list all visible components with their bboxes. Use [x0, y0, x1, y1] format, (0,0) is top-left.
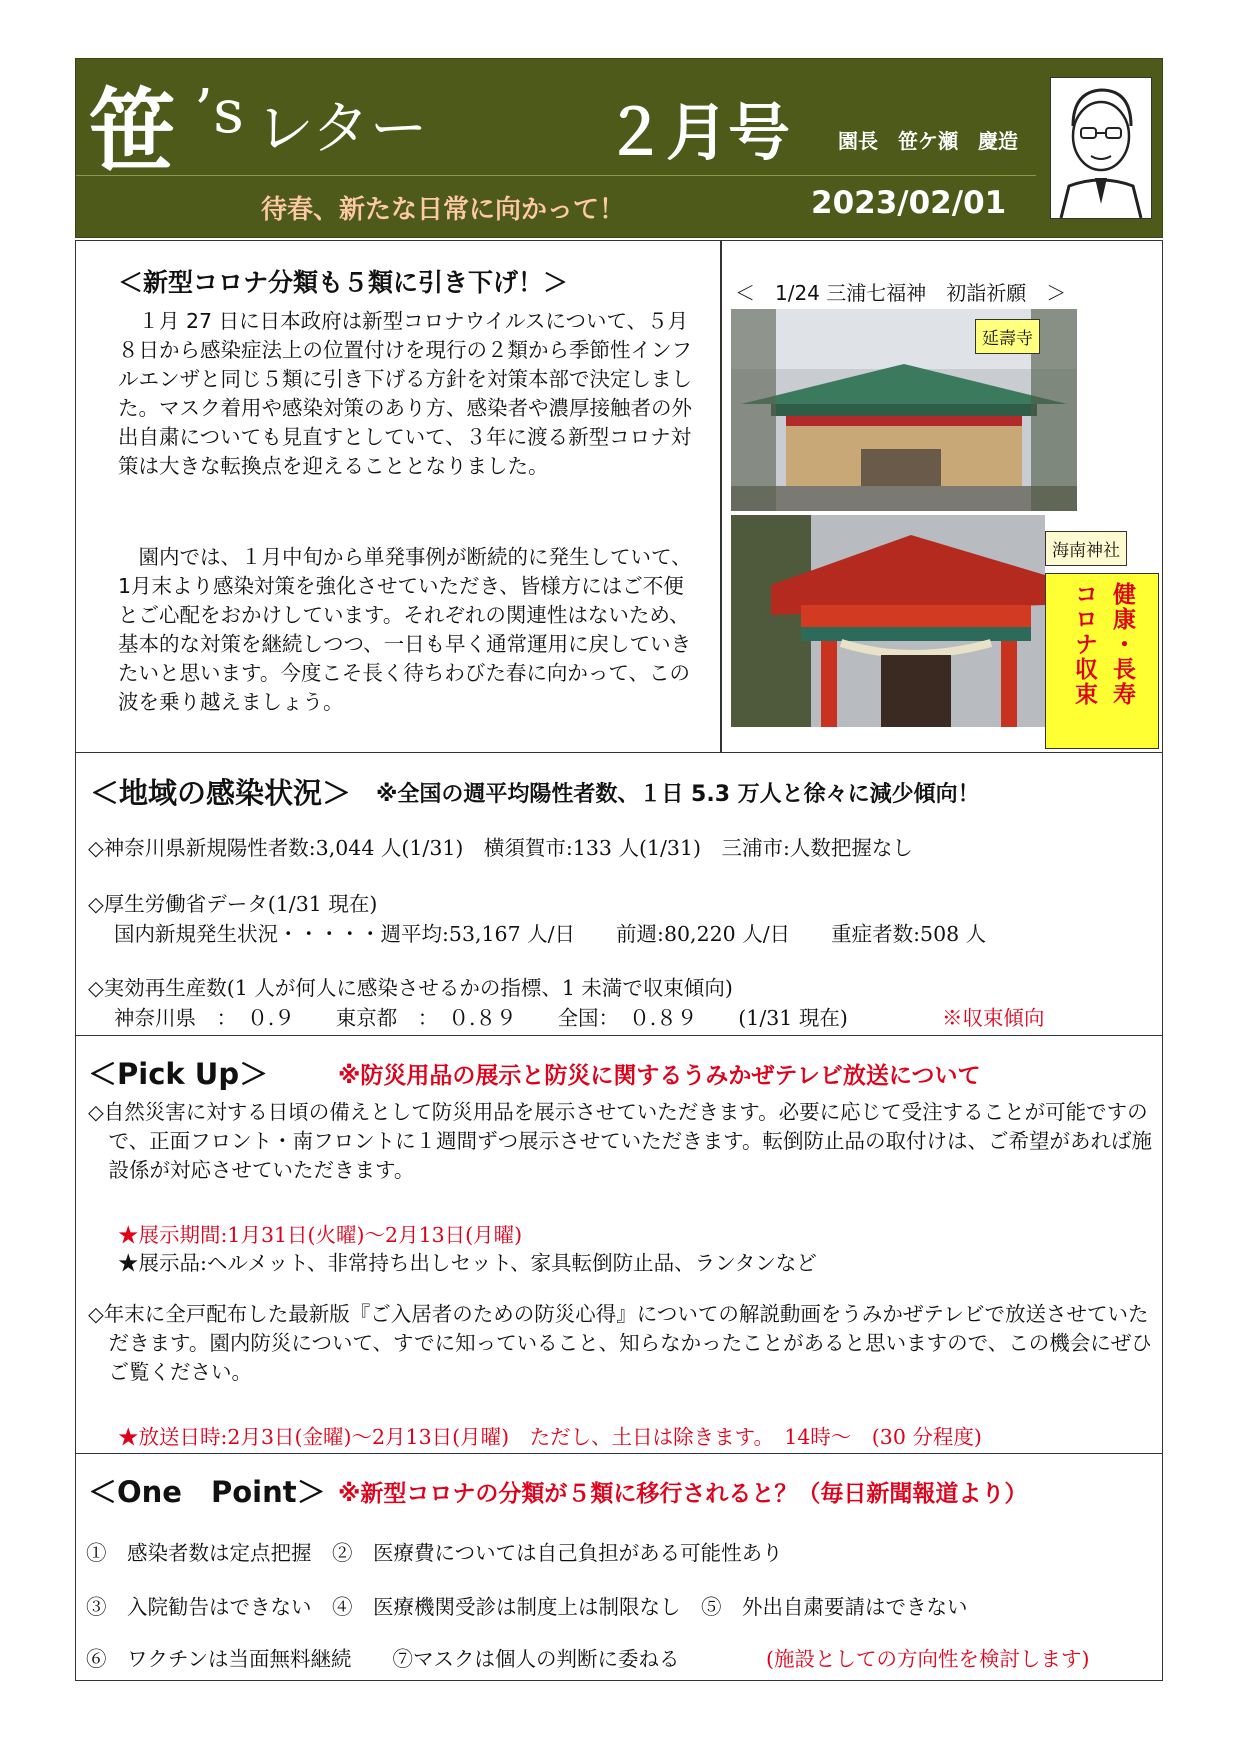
- pickup-paragraph-1: ◇自然災害に対する日頃の備えとして防災用品を展示させていただきます。必要に応じて受注することが可能ですので、正面フロント・南フロントに１週間ずつ展示させていただきます。転倒防止品の取付けは、ご希望があれば施設係が対応させていただきます。: [88, 1100, 1152, 1182]
- pickup-heading-note: ※防災用品の展示と防災に関するうみかぜテレビ放送について: [338, 1063, 981, 1089]
- news-heading: ＜新型コロナ分類も５類に引き下げ！＞: [118, 268, 569, 297]
- issue-label: ２月号: [604, 96, 791, 169]
- header-divider: [76, 175, 1036, 176]
- wish-corona: コロナ収束: [1071, 582, 1097, 707]
- reproduction-number-label: ◇実効再生産数(1 人が何人に感染させるかの指標、1 未満で収束傾向): [88, 976, 733, 1000]
- title-s: ’s: [194, 77, 244, 147]
- title-main: 笹: [88, 78, 177, 182]
- infection-heading: ＜地域の感染状況＞: [90, 776, 352, 810]
- exhibition-period: ★展示期間:1月31日(火曜)～2月13日(月曜): [118, 1223, 523, 1247]
- subtitle: 待春、新たな日常に向かって！: [261, 195, 626, 225]
- news-paragraph-1: １月 27 日に日本政府は新型コロナウイルスについて、５月８日から感染症法上の位置付けを現行の２類から季節性インフルエンザと同じ５類に引き下げる方針を対策本部で決定しました。マスク着用や感染対策のあり方、感染者や濃厚接触者の外出自粛についても見直すとしていて、３年に渡る新型コロナ対策は大きな転換点を迎えることとなりました。: [118, 309, 692, 478]
- photo-caption: ＜ 1/24 三浦七福神 初詣祈願 ＞: [735, 281, 1067, 305]
- pickup-heading: ＜Pick Up＞: [88, 1057, 269, 1091]
- pickup-section: [75, 1035, 1163, 1455]
- national-cases: 国内新規発生状況・・・・・週平均:53,167 人/日 前週:80,220 人/日 重症者数:508 人: [114, 922, 987, 946]
- exhibition-items: ★展示品:ヘルメット、非常持ち出しセット、家具転倒防止品、ランタンなど: [118, 1251, 817, 1275]
- mhlw-data-label: ◇厚生労働省データ(1/31 現在): [88, 892, 378, 916]
- onepoint-line-3-note: (施設としての方向性を検討します): [766, 1647, 1090, 1671]
- principal-portrait: [1050, 77, 1152, 219]
- reproduction-numbers: 神奈川県 ： ０.９ 東京都 ： ０.８９ 全国： ０.８９ (1/31 現在): [114, 1006, 848, 1030]
- onepoint-section: [75, 1453, 1163, 1681]
- principal-name: 園長 笹ケ瀬 慶造: [838, 129, 1018, 153]
- infection-status-section: [75, 752, 1163, 1037]
- shrine-photo: [731, 515, 1045, 727]
- shrine-image: [731, 515, 1045, 727]
- infection-heading-note: ※全国の週平均陽性者数、１日 5.3 万人と徐々に減少傾向！: [376, 782, 980, 807]
- kanagawa-cases: ◇神奈川県新規陽性者数:3,044 人(1/31) 横須賀市:133 人(1/31) 三浦市:人数把握なし: [88, 836, 913, 860]
- pickup-paragraph-2: ◇年末に全戸配布した最新版『ご入居者のための防災心得』についての解説動画をうみかぜテレビで放送させていただきます。園内防災について、すでに知っていること、知らなかったことがあると思いますので、この機会にぜひご覧ください。: [88, 1302, 1152, 1384]
- shrine-tag: 海南神社: [1045, 531, 1127, 566]
- convergence-note: ※収束傾向: [942, 1006, 1045, 1030]
- title-letter: レター: [256, 94, 428, 162]
- news-paragraph-2: 園内では、１月中旬から単発事例が断続的に発生していて、1月末より感染対策を強化させていただき、皆様方にはご不便とご心配をおかけしています。それぞれの関連性はないため、基本的な対策を継続しつつ、一日も早く通常運用に戻していきたいと思います。今度こそ長く待ちわびた春に向かって、この波を乗り越えましょう。: [118, 545, 692, 714]
- onepoint-line-2: ③ 入院勧告はできない ④ 医療機関受診は制度上は制限なし ⑤ 外出自粛要請はできない: [86, 1595, 968, 1619]
- onepoint-heading: ＜One Point＞: [88, 1475, 326, 1509]
- temple-tag: 延壽寺: [975, 319, 1040, 354]
- onepoint-heading-note: ※新型コロナの分類が５類に移行されると？（毎日新聞報道より）: [338, 1481, 1028, 1507]
- wish-health: 健康・長寿: [1109, 582, 1135, 707]
- broadcast-schedule: ★放送日時:2月3日(金曜)～2月13日(月曜) ただし、土日は除きます。 14時～ (30 分程度): [118, 1425, 982, 1449]
- issue-date: 2023/02/01: [811, 185, 1007, 221]
- onepoint-line-3: ⑥ ワクチンは当面無料継続 ⑦マスクは個人の判断に委ねる: [86, 1647, 680, 1671]
- wishes-box: [1045, 573, 1159, 749]
- corona-news-section: [75, 240, 722, 754]
- photo-section: [720, 240, 1163, 754]
- onepoint-line-1: ① 感染者数は定点把握 ② 医療費については自己負担がある可能性あり: [86, 1541, 783, 1565]
- portrait-sketch-icon: [1051, 78, 1151, 218]
- newsletter-header: [75, 58, 1163, 238]
